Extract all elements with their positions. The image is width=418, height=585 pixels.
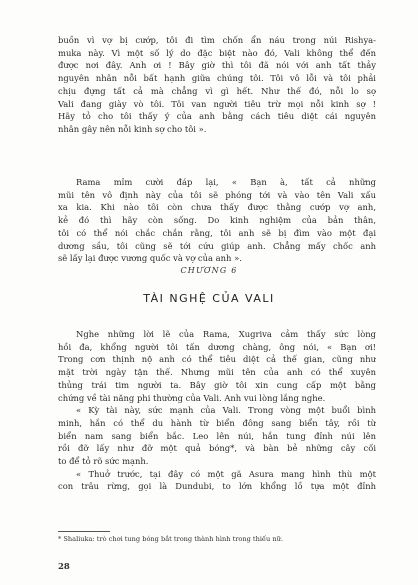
chapter-label: CHƯƠNG 6 [180,266,238,275]
text-line: được nơi đây. Anh ơi ! Bây giờ thì tôi đã nói với anh tất thảy [58,60,376,71]
text-line: chứng về tài năng phi thường của Vali. Anh vui lòng lắng nghe. [58,392,326,403]
text-line: Trong cơn thịnh nộ anh có thể tiêu diệt cả thế gian, cũng như [58,354,376,365]
text-line: hồi đa, khổng người tôi tấn dương chàng, ông nói, « Bạn ơi! [58,341,376,352]
page-number: 28 [58,562,70,572]
text-line: Hãy tỏ cho tôi thấy ý của anh bằng cách tiêu diệt cái nguyên [58,111,376,122]
text-line: nhân gây nên nỗi kinh sợ cho tôi ». [58,123,207,134]
text-line: mũi tên vô định này của tôi sẽ phóng tới và vào tên Vali xấu [58,189,376,200]
footnote: * Shaliuka: trò chơi tung bóng bắt trong thành hình trong thiếu nữ. [58,535,283,543]
text-line: xa kia. Khi nào tôi còn chưa thấy được thằng cướp vợ anh, [58,202,376,213]
text-line: thủng trái tim người ta. Bây giờ tôi xin cung cấp một bằng [58,379,376,390]
text-line: Nghe những lời lẽ của Rama, Xugriva cảm thấy sức lòng [76,329,376,339]
text-line: rồi đỡ lấy như đỡ một quả bóng*, và bàn bẻ những cây cối [58,443,376,454]
text-line: « Thuở trước, tại đây có một gã Asura mang hình thù một [76,468,376,479]
text-line: muka này. Vì một số lý do đặc biệt nào đó, Vali không thể đến [58,47,376,58]
text-line: dương sầu, tôi cũng sẽ tới cứu giúp anh. Chẳng mấy chốc anh [58,240,376,251]
paragraph-chapter-body [58,328,376,493]
text-line: tôi có thể nói chắc chắn rằng, tôi anh sẽ bị đìm vào một đại [58,227,376,238]
text-line: chịu đựng tất cả mà chẳng vì gì hết. Như thế đó, nỗi lo sợ [58,85,376,96]
text-line: buồn vì vợ bị cướp, tôi đi tìm chốn ẩn náu trong núi Rishya- [58,35,376,45]
text-line: kẻ đó thì hãy còn sống. Do kinh nghiệm của bản thân, [58,215,376,226]
paragraph-top [58,34,376,136]
text-line: « Kỳ tài này, sức mạnh của Vali. Trong vòng một buổi bình [76,405,376,416]
text-line: biển nam sang biển bắc. Leo lên núi, hắn tung đỉnh núi lên [58,430,376,441]
paragraph-rama-reply [58,176,376,265]
text-line: minh, hắn có thể du hành từ biển đông sang biển tây, rồi từ [58,417,376,428]
text-line: to để tỏ rõ sức mạnh. [58,456,149,467]
text-line: Vali đang giày vò tôi. Tôi van người tiêu trừ mọi nỗi kinh sợ ! [58,98,376,109]
footnote-divider [58,531,110,532]
text-line: Rama mỉm cười đáp lại, « Bạn à, tất cả những [76,177,376,187]
text-line: mặt trời ngày tận thế. Nhưng mũi tên của anh có thể xuyên [58,367,376,378]
chapter-title: TÀI NGHỆ CỦA VALI [143,292,275,305]
text-line: con trâu rừng, gọi là Dundubi, to lớn khổng lồ tựa một đỉnh [58,481,376,492]
text-line: nguyên nhân nỗi bất hạnh giữa chúng tôi. Tôi vô lỗi và tôi phải [58,73,376,84]
text-line: sẽ lấy lại được vương quốc và vợ của anh ». [58,253,242,264]
